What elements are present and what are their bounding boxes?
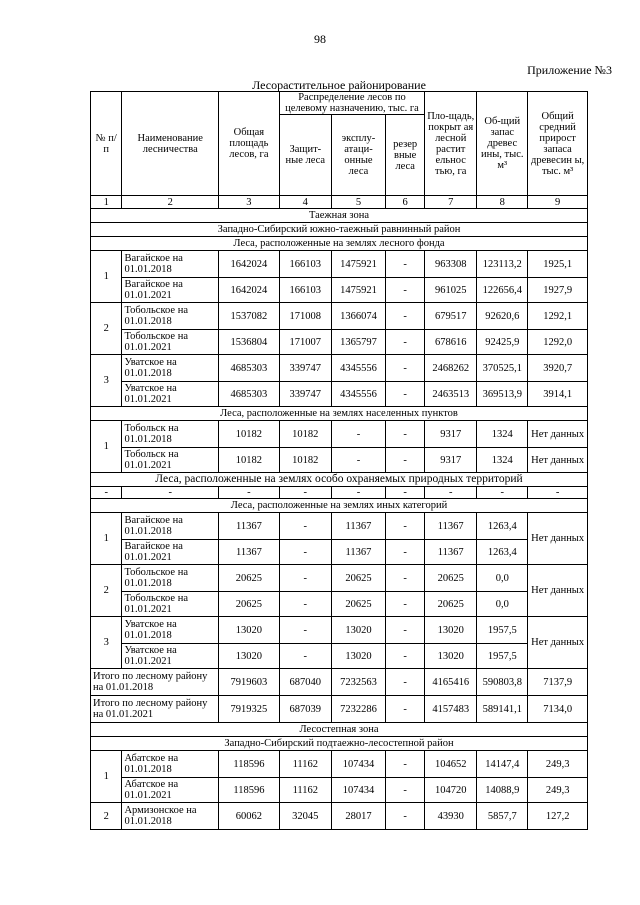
average-growth: 3914,1 bbox=[528, 382, 588, 407]
section-row bbox=[91, 473, 588, 487]
wood-stock: 14147,4 bbox=[477, 751, 528, 778]
empty-cell: - bbox=[425, 487, 477, 499]
wood-stock: 1957,5 bbox=[477, 617, 528, 644]
protective-forests: 166103 bbox=[279, 251, 331, 278]
total-area: 1536804 bbox=[219, 330, 280, 355]
average-growth: 3920,7 bbox=[528, 355, 588, 382]
forest-covered-area: 20625 bbox=[425, 592, 477, 617]
section-row bbox=[91, 737, 588, 751]
table-row bbox=[91, 421, 588, 448]
forest-covered-area: 43930 bbox=[425, 803, 477, 830]
table-title: Лесорастительное районирование bbox=[252, 78, 426, 92]
average-growth: 1292,0 bbox=[528, 330, 588, 355]
table-row bbox=[91, 355, 588, 382]
exploitation-forests: 4345556 bbox=[331, 382, 385, 407]
forest-covered-area: 679517 bbox=[425, 303, 477, 330]
reserve-forests: - bbox=[386, 513, 425, 540]
reserve-forests: - bbox=[386, 448, 425, 473]
wood-stock: 123113,2 bbox=[477, 251, 528, 278]
section-row bbox=[91, 237, 588, 251]
exploitation-forests: 28017 bbox=[331, 803, 385, 830]
table-row bbox=[91, 592, 588, 617]
forestry-name: Абатское на 01.01.2021 bbox=[122, 778, 219, 803]
protective-forests: - bbox=[279, 644, 331, 669]
average-growth: 7134,0 bbox=[528, 696, 588, 723]
reserve-forests: - bbox=[386, 421, 425, 448]
forestry-name: Тобольское на 01.01.2018 bbox=[122, 565, 219, 592]
total-area: 118596 bbox=[219, 778, 280, 803]
total-area: 118596 bbox=[219, 751, 280, 778]
forestry-name: Уватское на 01.01.2021 bbox=[122, 382, 219, 407]
row-number: 1 bbox=[91, 751, 122, 803]
average-growth: 127,2 bbox=[528, 803, 588, 830]
table-row bbox=[91, 513, 588, 540]
protective-forests: 339747 bbox=[279, 382, 331, 407]
forestry-name: Армизонское на 01.01.2018 bbox=[122, 803, 219, 830]
table-row bbox=[91, 778, 588, 803]
empty-cell: - bbox=[279, 487, 331, 499]
empty-cell: - bbox=[528, 487, 588, 499]
forestry-name: Тобольск на 01.01.2018 bbox=[122, 421, 219, 448]
exploitation-forests: 107434 bbox=[331, 751, 385, 778]
empty-cell: - bbox=[91, 487, 122, 499]
forest-covered-area: 4157483 bbox=[425, 696, 477, 723]
forestry-name: Вагайское на 01.01.2018 bbox=[122, 513, 219, 540]
exploitation-forests: 107434 bbox=[331, 778, 385, 803]
section-row bbox=[91, 499, 588, 513]
total-area: 11367 bbox=[219, 540, 280, 565]
total-row bbox=[91, 669, 588, 696]
total-area: 7919325 bbox=[219, 696, 280, 723]
header-name: Наименование лесничества bbox=[122, 92, 219, 196]
wood-stock: 370525,1 bbox=[477, 355, 528, 382]
wood-stock: 122656,4 bbox=[477, 278, 528, 303]
total-area: 4685303 bbox=[219, 382, 280, 407]
header-area: Общая площадь лесов, га bbox=[219, 92, 280, 196]
exploitation-forests: 1365797 bbox=[331, 330, 385, 355]
forest-covered-area: 2463513 bbox=[425, 382, 477, 407]
column-index: 8 bbox=[477, 196, 528, 209]
table-row bbox=[91, 330, 588, 355]
reserve-forests: - bbox=[386, 251, 425, 278]
row-number: 1 bbox=[91, 251, 122, 303]
protective-forests: 339747 bbox=[279, 355, 331, 382]
wood-stock: 0,0 bbox=[477, 592, 528, 617]
forest-covered-area: 963308 bbox=[425, 251, 477, 278]
protective-forests: - bbox=[279, 592, 331, 617]
table-row bbox=[91, 487, 588, 499]
wood-stock: 1324 bbox=[477, 421, 528, 448]
average-growth: 1925,1 bbox=[528, 251, 588, 278]
forestry-name: Тобольское на 01.01.2018 bbox=[122, 303, 219, 330]
zone-taiga: Таежная зона bbox=[91, 209, 588, 223]
total-area: 1642024 bbox=[219, 278, 280, 303]
forest-covered-area: 2468262 bbox=[425, 355, 477, 382]
forest-covered-area: 11367 bbox=[425, 513, 477, 540]
protective-forests: 11162 bbox=[279, 751, 331, 778]
table-row bbox=[91, 565, 588, 592]
row-number: 1 bbox=[91, 421, 122, 473]
wood-stock: 1324 bbox=[477, 448, 528, 473]
average-growth: 1927,9 bbox=[528, 278, 588, 303]
exploitation-forests: 4345556 bbox=[331, 355, 385, 382]
total-label: Итого по лесному району на 01.01.2021 bbox=[91, 696, 219, 723]
forest-zoning-table bbox=[90, 91, 588, 830]
exploitation-forests: 20625 bbox=[331, 565, 385, 592]
reserve-forests: - bbox=[386, 778, 425, 803]
reserve-forests: - bbox=[386, 803, 425, 830]
protective-forests: 171008 bbox=[279, 303, 331, 330]
forestry-name: Вагайское на 01.01.2018 bbox=[122, 251, 219, 278]
total-area: 60062 bbox=[219, 803, 280, 830]
header-forest-area: Пло-щадь, покрыт ая лесной растит ельнос тью, га bbox=[425, 92, 477, 196]
wood-stock: 1263,4 bbox=[477, 513, 528, 540]
section-protected-areas: Леса, расположенные на землях особо охраняемых природных территорий bbox=[91, 473, 588, 487]
forest-covered-area: 13020 bbox=[425, 644, 477, 669]
reserve-forests: - bbox=[386, 303, 425, 330]
average-growth: Нет данных bbox=[528, 448, 588, 473]
forestry-name: Вагайское на 01.01.2021 bbox=[122, 278, 219, 303]
wood-stock: 590803,8 bbox=[477, 669, 528, 696]
reserve-forests: - bbox=[386, 540, 425, 565]
wood-stock: 1263,4 bbox=[477, 540, 528, 565]
protective-forests: - bbox=[279, 513, 331, 540]
table-row bbox=[91, 644, 588, 669]
header-num: № п/п bbox=[91, 92, 122, 196]
exploitation-forests: 7232563 bbox=[331, 669, 385, 696]
average-growth: 7137,9 bbox=[528, 669, 588, 696]
column-index: 9 bbox=[528, 196, 588, 209]
average-growth: 249,3 bbox=[528, 751, 588, 778]
exploitation-forests: 13020 bbox=[331, 644, 385, 669]
exploitation-forests: 1475921 bbox=[331, 251, 385, 278]
reserve-forests: - bbox=[386, 278, 425, 303]
forest-covered-area: 13020 bbox=[425, 617, 477, 644]
wood-stock: 92425,9 bbox=[477, 330, 528, 355]
page-number: 98 bbox=[314, 32, 326, 46]
average-growth: 249,3 bbox=[528, 778, 588, 803]
forestry-name: Уватское на 01.01.2021 bbox=[122, 644, 219, 669]
empty-cell: - bbox=[331, 487, 385, 499]
protective-forests: 171007 bbox=[279, 330, 331, 355]
wood-stock: 0,0 bbox=[477, 565, 528, 592]
total-area: 11367 bbox=[219, 513, 280, 540]
table-row bbox=[91, 251, 588, 278]
empty-cell: - bbox=[477, 487, 528, 499]
forestry-name: Тобольск на 01.01.2021 bbox=[122, 448, 219, 473]
forestry-name: Уватское на 01.01.2018 bbox=[122, 355, 219, 382]
reserve-forests: - bbox=[386, 330, 425, 355]
column-index: 6 bbox=[386, 196, 425, 209]
empty-cell: - bbox=[386, 487, 425, 499]
forest-covered-area: 104652 bbox=[425, 751, 477, 778]
reserve-forests: - bbox=[386, 382, 425, 407]
forest-covered-area: 961025 bbox=[425, 278, 477, 303]
column-index: 1 bbox=[91, 196, 122, 209]
reserve-forests: - bbox=[386, 669, 425, 696]
forest-covered-area: 11367 bbox=[425, 540, 477, 565]
wood-stock: 14088,9 bbox=[477, 778, 528, 803]
total-area: 13020 bbox=[219, 617, 280, 644]
header-protect: Защит-ные леса bbox=[279, 115, 331, 196]
row-number: 2 bbox=[91, 565, 122, 617]
average-growth: Нет данных bbox=[528, 513, 588, 565]
table-row bbox=[91, 751, 588, 778]
forestry-name: Вагайское на 01.01.2021 bbox=[122, 540, 219, 565]
table-row bbox=[91, 803, 588, 830]
total-area: 13020 bbox=[219, 644, 280, 669]
protective-forests: 32045 bbox=[279, 803, 331, 830]
forestry-name: Тобольское на 01.01.2021 bbox=[122, 330, 219, 355]
exploitation-forests: 11367 bbox=[331, 540, 385, 565]
table-row bbox=[91, 540, 588, 565]
exploitation-forests: - bbox=[331, 448, 385, 473]
protective-forests: 11162 bbox=[279, 778, 331, 803]
row-number: 1 bbox=[91, 513, 122, 565]
forest-covered-area: 104720 bbox=[425, 778, 477, 803]
column-index: 5 bbox=[331, 196, 385, 209]
forestry-name: Тобольское на 01.01.2021 bbox=[122, 592, 219, 617]
column-index: 2 bbox=[122, 196, 219, 209]
reserve-forests: - bbox=[386, 696, 425, 723]
protective-forests: 10182 bbox=[279, 448, 331, 473]
header-growth: Общий средний прирост запаса древесин ы, тыс. м³ bbox=[528, 92, 588, 196]
forest-covered-area: 678616 bbox=[425, 330, 477, 355]
total-area: 1537082 bbox=[219, 303, 280, 330]
reserve-forests: - bbox=[386, 751, 425, 778]
header-exploit: эксплу-атаци-онные леса bbox=[331, 115, 385, 196]
row-number: 2 bbox=[91, 303, 122, 355]
total-label: Итого по лесному району на 01.01.2018 bbox=[91, 669, 219, 696]
protective-forests: 10182 bbox=[279, 421, 331, 448]
wood-stock: 5857,7 bbox=[477, 803, 528, 830]
exploitation-forests: 7232286 bbox=[331, 696, 385, 723]
protective-forests: - bbox=[279, 617, 331, 644]
reserve-forests: - bbox=[386, 592, 425, 617]
reserve-forests: - bbox=[386, 644, 425, 669]
exploitation-forests: - bbox=[331, 421, 385, 448]
forestry-name: Абатское на 01.01.2018 bbox=[122, 751, 219, 778]
wood-stock: 1957,5 bbox=[477, 644, 528, 669]
table-row bbox=[91, 617, 588, 644]
total-area: 4685303 bbox=[219, 355, 280, 382]
region-south-taiga: Западно-Сибирский южно-таежный равнинный район bbox=[91, 223, 588, 237]
section-forest-fund: Леса, расположенные на землях лесного фонда bbox=[91, 237, 588, 251]
average-growth: Нет данных bbox=[528, 565, 588, 617]
reserve-forests: - bbox=[386, 565, 425, 592]
zone-forest-steppe: Лесостепная зона bbox=[91, 723, 588, 737]
column-index: 7 bbox=[425, 196, 477, 209]
table-row bbox=[91, 382, 588, 407]
exploitation-forests: 1475921 bbox=[331, 278, 385, 303]
column-index: 4 bbox=[279, 196, 331, 209]
exploitation-forests: 13020 bbox=[331, 617, 385, 644]
row-number: 3 bbox=[91, 355, 122, 407]
protective-forests: 687040 bbox=[279, 669, 331, 696]
section-row bbox=[91, 223, 588, 237]
average-growth: Нет данных bbox=[528, 617, 588, 669]
section-row bbox=[91, 407, 588, 421]
average-growth: 1292,1 bbox=[528, 303, 588, 330]
wood-stock: 589141,1 bbox=[477, 696, 528, 723]
column-index-row bbox=[91, 196, 588, 209]
section-row bbox=[91, 723, 588, 737]
reserve-forests: - bbox=[386, 355, 425, 382]
average-growth: Нет данных bbox=[528, 421, 588, 448]
forestry-name: Уватское на 01.01.2018 bbox=[122, 617, 219, 644]
table-row bbox=[91, 303, 588, 330]
row-number: 2 bbox=[91, 803, 122, 830]
total-area: 20625 bbox=[219, 592, 280, 617]
total-row bbox=[91, 696, 588, 723]
total-area: 7919603 bbox=[219, 669, 280, 696]
total-area: 20625 bbox=[219, 565, 280, 592]
forest-covered-area: 9317 bbox=[425, 421, 477, 448]
total-area: 10182 bbox=[219, 421, 280, 448]
wood-stock: 92620,6 bbox=[477, 303, 528, 330]
forest-covered-area: 9317 bbox=[425, 448, 477, 473]
section-other-categories: Леса, расположенные на землях иных категорий bbox=[91, 499, 588, 513]
empty-cell: - bbox=[122, 487, 219, 499]
section-settlements: Леса, расположенные на землях населенных пунктов bbox=[91, 407, 588, 421]
reserve-forests: - bbox=[386, 617, 425, 644]
column-index: 3 bbox=[219, 196, 280, 209]
exploitation-forests: 1366074 bbox=[331, 303, 385, 330]
section-row bbox=[91, 209, 588, 223]
protective-forests: 687039 bbox=[279, 696, 331, 723]
total-area: 10182 bbox=[219, 448, 280, 473]
header-distribution: Распределение лесов по целевому назначению, тыс. га bbox=[279, 92, 424, 115]
appendix-label: Приложение №3 bbox=[527, 63, 612, 77]
exploitation-forests: 11367 bbox=[331, 513, 385, 540]
header-stock: Об-щий запас древес ины, тыс. м³ bbox=[477, 92, 528, 196]
protective-forests: 166103 bbox=[279, 278, 331, 303]
protective-forests: - bbox=[279, 565, 331, 592]
forest-covered-area: 4165416 bbox=[425, 669, 477, 696]
table-row bbox=[91, 448, 588, 473]
exploitation-forests: 20625 bbox=[331, 592, 385, 617]
protective-forests: - bbox=[279, 540, 331, 565]
empty-cell: - bbox=[219, 487, 280, 499]
forest-covered-area: 20625 bbox=[425, 565, 477, 592]
wood-stock: 369513,9 bbox=[477, 382, 528, 407]
total-area: 1642024 bbox=[219, 251, 280, 278]
header-reserve: резер вные леса bbox=[386, 115, 425, 196]
region-subtaiga-steppe: Западно-Сибирский подтаежно-лесостепной район bbox=[91, 737, 588, 751]
row-number: 3 bbox=[91, 617, 122, 669]
table-row bbox=[91, 278, 588, 303]
